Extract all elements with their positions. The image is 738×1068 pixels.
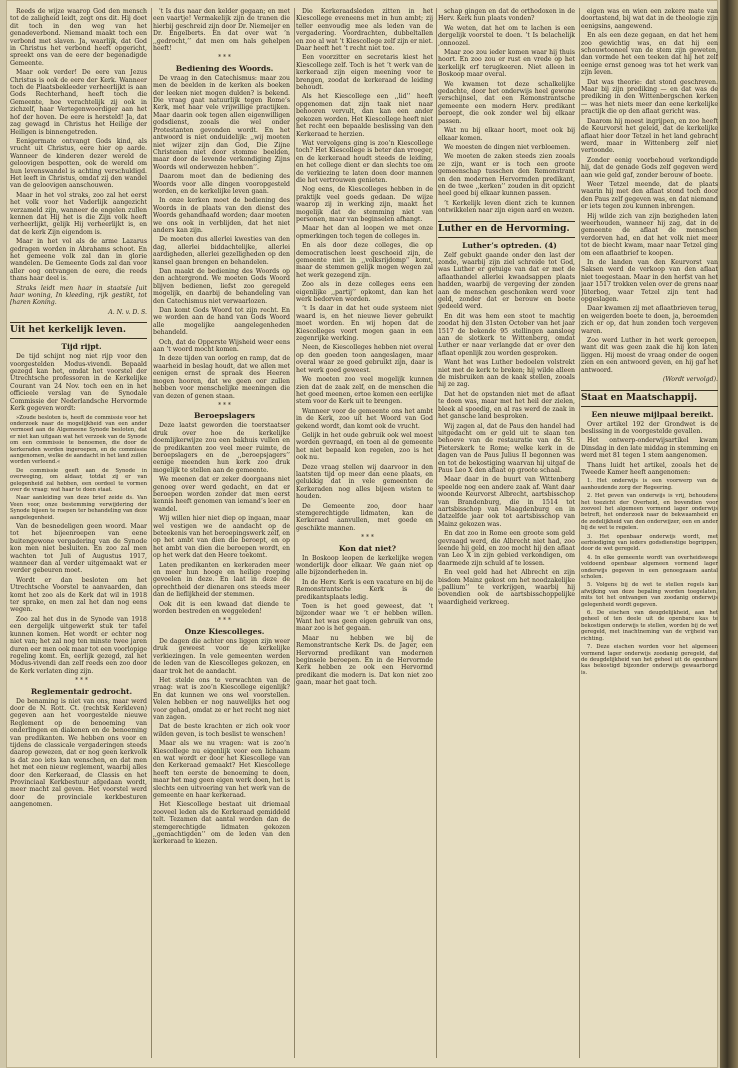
paragraph: Maar als we nu vragen: wat is zoo’n Kiescollege nu eigenlijk voor een lichaam en wat wordt er door het Kiescollege van den Kerkeraad gemaakt? Het Kiescollege heeft ten eerste de benoeming te doen, maar het mag geen eigen werk doen, het is slechts een uitvoering van het werk van de gemeente en haar kerkeraad.	[153, 740, 290, 799]
paragraph: En dat zoo in Rome een groote som geld gevraagd werd, die Albrecht niet had, zoo leende hij geld, en zoo mocht hij den aflaat van Leo X in zijn gebied verkondigen, om daarmede zijn schuld af te lossen.	[438, 530, 575, 567]
column-2	[153, 8, 290, 1058]
paragraph: Als het Kiescollege een ,,lid’’ heeft opgenomen dat zijn taak niet naar behooren vervult, dan kan een ander gekozen worden. Het Kiescollege heeft niet het recht een bepaalde beslissing van den Kerkeraad te herzien.	[296, 93, 433, 138]
paragraph: En als een deze gegaan, en dat het hem zoo gewichtig was, en dat hij een schouwtooneel van de stem zijn geweten, dan vormde het een teeken dat hij het zelf eenige ernst genoeg was tot het werk van zijn leven.	[581, 32, 718, 77]
separator-stars: * * *	[361, 534, 374, 542]
paragraph: Maar nu hebben we bij de Remonstrantsche Kerk Ds. de Jager, een Hervormd predikant van modernen beginsele beroepen. En in de Hervormde Kerk hebben ze ook een Hervormd predikant die modern is. Dat kon niet zoo gaan, maar het gaat toch.	[296, 634, 433, 687]
paragraph: ’t Is daar in dat het oude systeem niet waard is, en het nieuwe liever gebruikt moet worden. En wij hopen dat de Kiescolleges voort mogen gaan in een zegenrijke werking.	[296, 305, 433, 343]
paragraph: De dagen die achter ons liggen zijn weer druk geweest voor de kerkelijke verkiezingen. In vele gemeenten werden de leden van de Kiescolleges gekozen, en daar trok het de aandacht.	[153, 637, 290, 675]
paragraph: Wat nu bij elkaar hoort, moet ook bij elkaar komen.	[438, 127, 575, 142]
small-print-paragraph: Naar aanleiding van deze brief zeide ds. Van Veen voor, onze bestemming verwijdering der Synode bijeen te roepen ter behandeling van deze aangelegenheid.	[10, 495, 147, 521]
paragraph: Nog eens, de Kiescolleges hebben in de praktijk veel goeds gedaan. De wijze waarop zij in werking zijn, maakt het mogelijk dat de stemming niet van personen, maar van beginselen afhangt.	[296, 186, 433, 223]
paragraph: Zelf gebukt gaande onder den last der zonde, waarbij zijn ziel schreide tot God, was Luther er getuige van dat er met de aflaathandel allerlei kwaadsappen plaats hadden, waarbij de vergeving der zonden aan de menschen geschonken werd voor geld, zonder dat er berouw en boete gedeeld werd.	[438, 251, 575, 311]
column-3	[296, 8, 433, 1058]
paragraph: Deze vraag stellen wij daarvoor in den laatsten tijd op meer dan eene plaats, en gelukkig dat in vele gemeenten de Kerkeraden nog alles bijeen wisten te houden.	[296, 463, 433, 501]
paragraph: Het Kiescollege bestaat uit driemaal zooveel leden als de Kerkeraad gemiddeld telt. Tezamen dat aantal worden dan de stemgerechtigde lidmaten gekozen ,,gemachtigden’’ om de leden van den kerkeraad te kiezen.	[153, 801, 290, 846]
paragraph: schap gingen en dat de orthodoxen in de Herv. Kerk hun plaats vonden?	[438, 8, 575, 23]
paragraph: In onze kerken moet de bediening des Woords in de plaats van den dienst des Woords gehandhaafd worden; daar moeten we ons ook in verblijden, dat het niet anders kan zijn.	[153, 197, 290, 234]
paragraph: Hij wilde zich van zijn bezigheden laten weerhouden, wanneer hij zag, dat in de gemeente de aflaat de menschen verdorven had, en dat het volk niet meer tot de biecht kwam, maar naar Tetzel ging om een aflaatbrief te koopen.	[581, 212, 718, 257]
paragraph: We meenen dat er zeker doorgaans niet genoeg over werd gedacht, en dat er beroepen worden zonder dat men eerst kennis heeft genomen van iemand’s leer en wandel.	[153, 476, 290, 513]
paragraph: Dan maakt de bediening des Woords op den achtergrond. We moeten Gods Woord blijven bedienen, liefst zoo geregeld mogelijk, en daarbij de behandeling van den Catechismus niet verwaarlozen.	[153, 268, 290, 305]
small-print-paragraph: 5. Volgens bij de wet te stellen regels kan afwijking van deze bepaling worden toegelaten, mits tot het ontvangen van zoodanig onderwijs gelegenheid wordt gegeven.	[581, 582, 718, 608]
paragraph: We weten, dat het om te lachen is een dergelijk voorstel te doen. ’t Is belachelijk ,onnoozel.	[438, 24, 575, 47]
paragraph: Laten predikanten en kerkeraden meer en meer hun hooge en heilige roeping gevoelen in deze. En laat in deze de oprechtheid der dienaren ons steeds meer dan de lieflijkheid der stemmen.	[153, 561, 290, 599]
paragraph: Deze laatst geworden die toerstaatser druk over hoe de kerkelijke doemlijkerwijze zou een bakhuis vullen en de predikanten zoo veel meer ruimte, de beroepslagers en de ,,beroepsjagers’’ eenige meenden hun kerk zoo druk mogelijk te stellen aan de gemeente.	[153, 422, 290, 474]
column-5	[581, 8, 718, 1058]
paragraph: Och, dat de Opperste Wijsheid weer eens aan ’t woord mocht komen.	[153, 338, 290, 354]
column-rule	[294, 8, 295, 1058]
paragraph: Wij zagen al, dat de Paus den handel had uitgedacht om er geld uit te slaan ten behoeve van de restauratie van de St. Pieterskerk te Rome; welke kerk in de dagen van de Paus Julius II begonnen was en tot de bekostiging waarvan hij uitgaf de Paus Leo X den aflaat op groote schaal.	[438, 422, 575, 474]
article-title: Een nieuwe mijlpaal bereikt.	[591, 409, 714, 419]
paragraph: 't Is dus naar den kelder gegaan; en met een vaartje! Vermakelijk zijn de tranen die hierbij geschreid zijn door Dr. Niemeijer en Dr. Engelberts. En dat over wat ’n ,,gedrocht,’’ dat men om hals gehelpen heeft!	[153, 8, 290, 53]
paragraph: Maar zoo zou ieder komen waar hij thuis hoort. En zoo zou er rust en vrede op het kerkelijk erf terugkeeren. Niet alleen in Boskoop maar overal.	[438, 49, 575, 79]
small-print-paragraph: 1. Het onderwijs is een voorwerp van de aanhoudende zorg der Regeering.	[581, 478, 718, 491]
signature-line: (Wordt vervolgd).	[662, 376, 718, 384]
paragraph: Toen is het goed geweest, dat ’t bijzonder waar we ’t er hebben willen. Want het was geen eigen gebruik van ons, maar zoo is het gegaan.	[296, 603, 433, 633]
small-print-paragraph: 7. Deze eischen worden voor het algemeen vormend lager onderwijs zoodanig geregeld, dat de deugdelijkheid van het geheel uit de openbare kas bekostigd bijzonder onderwijs gewaarborgd is.	[581, 644, 718, 676]
paragraph: Maar in het vol als de arme Lazarus gedragen worden in Abrahams schoot. En het gemeene volk zal dan in glorie wandelen. De Gemeente Gods zal dan voor aller oog ontvangen de eere, die reeds thans haar deel is.	[10, 238, 147, 283]
section-headline: Luther en de Hervorming.	[438, 221, 575, 238]
paragraph: Dat het de opstanden niet met de aflaat te doen was, maar met het heil der zielen, bleek al spoedig, en al ras werd de zaak in het gansche land besproken.	[438, 390, 575, 421]
next-page-edge	[720, 0, 738, 1068]
paragraph: Maar het dan al loopen we met onze opmerkingen toch tegen de colleges in.	[296, 225, 433, 240]
paragraph: Wordt er dan besloten om het Utrechtsche Voorstel te aanvaarden, dan komt het zoo als de Kerk dat wil in 1918 ter sprake, en men zal het dan nog eens wegen.	[10, 576, 147, 614]
paragraph: Weer Tetzel meende, dat de plaats waarin hij met den aflaat stond toch door den Paus zelf gegeven was, en dat niemand er iets tegen zou kunnen inbrengen.	[581, 180, 718, 211]
column-4	[438, 8, 575, 1058]
paragraph: Maar in het vol straks, zoo zal het eerst het volk voor het Vaderlijk aangezicht verzameld zijn, wanneer de engelen zullen kennen dat Hij het is die Zijn volk heeft verheerlijkt, gelijk Hij verheerlijkt is, en dat de kerk Zijn eigendom is.	[10, 191, 147, 236]
paragraph: Daarom hij moest ingrijpen, en zoo heeft de Keurvorst het geleid, dat de kerkelijke aflaat hier door Tetzel in het land gebracht werd, maar in Wittenberg zelf niet vertoonde.	[581, 117, 718, 155]
article-title: Onze Kiescolleges.	[184, 626, 265, 636]
small-print-paragraph: 3. Het openbaar onderwijs wordt, met eerbiediging van ieders godsdienstige begrippen, door de wet geregeld.	[581, 533, 718, 553]
paragraph: Thans luidt het artikel, zooals het de Tweede Kamer heeft aangenomen:	[581, 461, 718, 476]
article-title: Bediening des Woords.	[175, 63, 274, 73]
paragraph: Daar kwamen zij met aflaatbrieven terug, en weigerden boete te doen, ja, beroemden zich er op, dat hun zonden toch vergeven waren.	[581, 305, 718, 335]
paragraph: Zoo als in deze colleges eens een eigenlijke ,,partij’’ opkomt, dan kan het werk bedorven worden.	[296, 281, 433, 304]
paragraph: Dan komt Gods Woord tot zijn recht. En we worden aan de hand van Gods Woord alle mogelijke aangelegenheden behandeld.	[153, 307, 290, 337]
paragraph: Het stelde ons te verwachten van de vraag: wat is zoo’n Kiescollege eigenlijk? En dat kunnen we ons wel voorstellen. Velen hebben er nog nauwelijks het oog voor gehad, omdat ze er het recht nog niet van zagen.	[153, 676, 290, 721]
paragraph: Wat vervolgens ging is zoo’n Kiescollege toch? Het Kiescollege is beter dan vroeger, en de kerkeraad houdt steeds de leiding, en het college dient er dan slechts toe om de verkiezing te laten doen door mannen die het vertrouwen genieten.	[296, 139, 433, 184]
paragraph: De vraag in den Catechismus: maar zou men de beelden in de kerken als boeken der leeken niet mogen dulden? is bekend. Die vraag gaat natuurlijk tegen Rome’s Kerk, met haar vele vrijwillige practijken. Maar daarin ook tegen allen eigenwilligen godsdienst, zooals die wel onder Protestanten gevonden wordt. En het antwoord is niet onduidelijk: ,,wij moeten niet wijzer zijn dan God, Die Zijne Christenen niet door stomme beelden, maar door de levende verkondiging Zijns Woords wil onderwezen hebben’’.	[153, 74, 290, 171]
paragraph: Daarom moet dan de bediening des Woords voor alle dingen vooropgesteld worden, en de kerkelijke leven gaan.	[153, 173, 290, 195]
paragraph: ’t Kerkelijk leven dient zich te kunnen ontwikkelen naar zijn eigen aard en wezen.	[438, 199, 575, 215]
paragraph: We moeten de zaken steeds zien zooals ze zijn, want er is toch een groote gemeenschap tusschen den Remonstrant en den modernen Hervormden predikant, en de twee ,,kerken’’ zouden in dit opzicht heel goed bij elkaar kunnen passen.	[438, 153, 575, 198]
paragraph: Maar ook verder! De eere van Jezus Christus is ook de eere der Kerk. Wanneer toch de Plaatsbekleeder verheerlijkt is aan Gods Rechterhand, heeft toch die Gemeente, hoe verachtelijk zij ook in zichzelf, haar Vertegenwoordiger aan het hof der hoven. De eere is hersteld! Ja, dat zag gewagd in Christus het Heilige der Heiligen is binnengetreden.	[10, 69, 147, 136]
section-headline: Uit het kerkelijk leven.	[10, 322, 147, 339]
paragraph: Reeds de wijze waarop God den mensch tot de zaligheid leidt, zegt ons dit. Hij doet dit toch in den weg van het genadeverbond. Niemand maakt toch een verbond met slaven. Ja, waarlijk, dat God in Christus het verbond heeft opgericht, spreekt ons van de eere der begenadigde Gemeente.	[10, 8, 147, 67]
paragraph: Over artikel 192 der Grondwet is de beslissing in de voorgestelde gevallen.	[581, 420, 718, 435]
signature-line: A. N. v. D. S.	[108, 308, 147, 316]
paragraph: Eenigermate ontvangt Gods kind, als vrucht uit Christus, eere hier op aarde. Wanneer de kinderen dezer wereld de geloovigen bespotten, ook de wereld om hun levenswandel is achting verschuldigd. Het leeft in Christus, omdat zij den wandel van de geloovigen aanschouwen.	[10, 137, 147, 190]
column-rule	[436, 8, 437, 1058]
small-print-paragraph: De commissie geeft aan de Synode in overweging, om aldaar, totdat zij er van gelegenheid zal hebben, een oordeel te vormen over de vraag: wat haar te doen staat.	[10, 467, 147, 493]
paragraph: Dat de beste krachten er zich ook voor wilden geven, is toch beslist te wenschen!	[153, 723, 290, 738]
paragraph: De moeten dus allerlei kwesties van den dag, allerlei biddachtelijke, allerlei aardigheden, allerlei gezelligheden op den kansel gaan brengen en behandelen.	[153, 236, 290, 266]
article-title: Beroepslagers	[194, 411, 255, 421]
paragraph: In Boskoop leopen de kerkelijke wegen wonderlijk door elkaar. We gaan niet op alle bijzonderheden in.	[296, 554, 433, 577]
paragraph: Van de besnedeligen geen woord. Maar tot het bijeenroepen van eene buitengewone vergadering van de Synode kon men niet besluiten. En zoo zal men wachten tot Juli of Augustus 1917, wanneer dan al verder uitgemaakt wat er verder gebeuren moet.	[10, 523, 147, 575]
verse-lines: Straks leidt men haar in staatsie [uit haar woning, In kleeding, rijk gestikt, tot [haren Koning.	[10, 284, 147, 307]
paragraph: Die Kerkeraadsleden zitten in het Kiescollege eveneens met in hun ambt; zij teller eenvoudig mee als leden van de vergadering. Voordrachten, dubbeltallen en zoo al wat ’t Kiescollege zelf zijn er niet. Daar heeft het ’t recht niet toe.	[296, 8, 433, 53]
paragraph: En als door deze colleges, die op democratischen leest geschoeid zijn, de gemeente niet in ,,volksrijdomp’’ komt, maar de stemmen gelijk mogen wegen zal het werk gezegend zijn.	[296, 242, 433, 279]
paragraph: De tijd schijnt nog niet rijp voor den voorgestelden Modus-vivendi. Bepaald gezegd kan het, omdat het voorstel der Utrechtsche professoren in de Kerkelijke Courant van 24 Nov. toch een en in het officieele verslag van de Synodale Commissie der Nederlandsche Hervormde Kerk gegeven wordt:	[10, 353, 147, 413]
paragraph: De Gemeente zoo, door haar stemgerechtigde lidmaten, kan de Kerkeraad aanvullen, met goede en geschikte mannen.	[296, 502, 433, 532]
paragraph: De benaming is niet van ons, maar werd door de N. Rott. Ct. (rechtsk Kerkleven) gegeven aan het voorgestelde nieuwe Reglement op de benoeming van onderlingen en diakenen en de benoeming van predikanten. We hebben ons voor en tijdens de classicale vergaderingen steeds daarop gewezen, dat er nog geen kerkvolk is dat zoo iets kan wenschen, en dat men het met een nieuw reglement, waarbij alles door den Kerkeraad, de Classis en het Provinciaal Kerkbestuur afgedaan wordt, meer macht zal geven. Het voorstel werd door de provinciale kerkbesturen aangenomen.	[10, 697, 147, 809]
paragraph: We moeten zoo veel mogelijk kunnen zien dat de zaak zelf, en de menschen die het goed meenen, ertoe komen een eerlijke stem voor de Kerk uit te brengen.	[296, 376, 433, 406]
small-print-paragraph: 4. In elke gemeente wordt van overheidswege voldoend openbaar algemeen vormend lager onderwijs gegeven in een genoegzaam aantal scholen.	[581, 554, 718, 581]
paragraph: eigen was en wien een zekere mate van doortastend, bij wat dat in de theologie zijn eenigsins, aangewend.	[581, 8, 718, 30]
paragraph: Dat was theorie: dat stond geschreven. Maar bij zijn prediking — en dat was de prediking in den Wittenbergschen kerken — was het niets meer dan eene kerkelijke practijk die op den aflaat gericht was.	[581, 78, 718, 116]
paragraph: En veel geld had het Albrecht en zijn bisdom Mainz gekost om het noodzakelijke ,,pallium’’ te verkrijgen, waarbij hij bovendien ook de aartsbisschoppelijke waardigheid verkreeg.	[438, 569, 575, 606]
paragraph: In deze tijden van oorlog en ramp, dat de waarheid in beslag houdt, dat we allen met eenigen ernst de spraak des Heeren mogen hooren, dat we geen oor zullen hebben voor menschelijke meeningen die van dezen of genen staan.	[153, 355, 290, 400]
newspaper-page	[6, 0, 718, 1068]
article-title: Tijd rijpt.	[61, 342, 102, 352]
paragraph: Wij willen hier niet diep op ingaan, maar wel vestigen we de aandacht op de beteekenis van het beroepingswerk zelf, en op het ambt van dien die beroept, en op het ambt van dien die beroepen wordt, en op het werk dat den Heere toekomt.	[153, 515, 290, 560]
section-headline: Staat en Maatschappij.	[581, 390, 718, 407]
separator-stars: * * *	[218, 54, 231, 62]
paragraph: Zoo werd Luther in het werk geroepen, want dit was geen zaak die hij kon laten liggen. Hij moest de vraag onder de oogen zien en een antwoord geven, en hij gaf het antwoord.	[581, 337, 718, 374]
small-print-paragraph: »Zoude besloten is, heeft de commissie voor het onderzoek naar de mogelijkheid van een ander vermoed aan de Algemeene Synode besloten, dat er niet kan uitgaan wat het verzoek van de Synode om een commissie te benoemen, die door de kerkeraden worden ingeroepen, en de commissie aangenomen, welke de aandacht in het land zullen worden verleend.«	[10, 414, 147, 466]
paragraph: Neen, de Kiescolleges hebben niet overal op den goeden toon aangeslagen, maar overal waar ze goed gebruikt zijn, daar is het werk goed geweest.	[296, 344, 433, 374]
article-title: Luther’s optreden. (4)	[462, 240, 557, 250]
small-print-paragraph: 2. Het geven van onderwijs is vrij, behoudens het toezicht der Overheid, en bovendien voor zooveel het algemeen vormend lager onderwijs betreft, het onderzoek naar de bekwaamheid en de zedelijkheid van den onderwijzer, een en ander bij de wet te regelen.	[581, 493, 718, 532]
separator-stars: * * *	[218, 401, 231, 409]
paragraph: Het ontwerp-onderwijsartikel kwam Dinsdag in den late middag in stemming en werd met 81 tegen 1 stem aangenomen.	[581, 437, 718, 460]
column-rule	[579, 8, 580, 1058]
paragraph: We moesten de dingen niet verbloemen.	[444, 143, 571, 151]
paragraph: En dit was hem een stoot te machtig zoodat hij den 31sten October van het jaar 1517 de bekende 95 stellingen aansloeg aan de slotkerk te Wittenberg, omdat Luther er naar verlangde dat er over den aflaat openlijk zou worden gesproken.	[438, 312, 575, 357]
paragraph: In de landen van den Keurvorst van Saksen werd de verkoop van den aflaat niet toegestaan. Maar in den herfst van het jaar 1517 trokken velen over de grens naar Jüterbog, waar Tetzel zijn tent had opgeslagen.	[581, 259, 718, 304]
paragraph: Wanneer voor de gemeente ons het ambt in de Kerk, zoo uit het Woord van God gekend wordt, dan komt ook de vrucht.	[296, 407, 433, 430]
paragraph: We kwamen tot deze schalkelijke gedachte, door het onderwijs heel gewone verschijnsel, dat een Remonstrantsche gemeente een modern Herv. predikant beroept, die ook zonder wel bij elkaar passen.	[438, 80, 575, 125]
paragraph: Gelijk in het oude gebruik ook wel moest worden gevraagd, en toen al de gemeente het niet bepaald kon regelen, zoo is het ook nu.	[296, 431, 433, 462]
column-rule	[151, 8, 152, 1058]
paragraph: Maar daar in de buurt van Wittenberg speelde nog een andere zaak af. Want daar woonde Keurvorst Albrecht, aartsbisschop van Brandenburg, die in 1514 tot aartsbisschop van Maagdenburg en in datzelfde jaar ook tot aartsbisschop van Mainz gekozen was.	[438, 476, 575, 528]
article-title: Reglementair gedrocht.	[30, 686, 133, 696]
small-print-paragraph: 6. De eischen van deugdelijkheid, aan het geheel of ten deele uit de openbare kas te bekostigen onderwijs te stellen, worden bij de wet geregeld, met inachtneming van de vrijheid van richting.	[581, 610, 718, 642]
paragraph: Ook dit is een kwaad dat diende te worden bestreden en weggeleden!	[153, 600, 290, 616]
column-1	[10, 8, 147, 1058]
paragraph: Zonder eenig voorbehoud verkondigde hij, dat de genade Gods zelf gegeven werd aan wie geld gaf, zonder berouw of boete.	[581, 156, 718, 179]
paragraph: Een voorzitter en secretaris kiest het Kiescollege zelf. Toch is het ’t werk van de kerkeraad zijn eigen meening voor te brengen, zoodat de kerkeraad de leiding behoudt.	[296, 54, 433, 92]
paragraph: Zoo zal het dus in de Synode van 1918 een dergelijk uitgewerkt stuk ter tafel kunnen komen. Het wordt er echter nog niet van; het zal nog ten minste twee jaren duren eer men ook maar tot een voorlopige regeling komt. En, eerlijk gezegd, zal het Modus-vivendi dan zelf reeds een zoo door de Kerk verlaten ding zijn.	[10, 615, 147, 675]
separator-stars: * * *	[75, 677, 88, 685]
paragraph: Want het was Luther bedoelen volstrekt niet met de kerk te breken; hij wilde alleen de misbruiken aan de kaak stellen, zooals hij ze zag.	[438, 359, 575, 389]
article-title: Kon dat niet?	[338, 543, 397, 553]
separator-stars: * * *	[218, 617, 231, 625]
paragraph: In de Herv. Kerk is een vacature en bij de Remonstrantsche Kerk is de predikantsplaats ledig.	[296, 578, 433, 601]
